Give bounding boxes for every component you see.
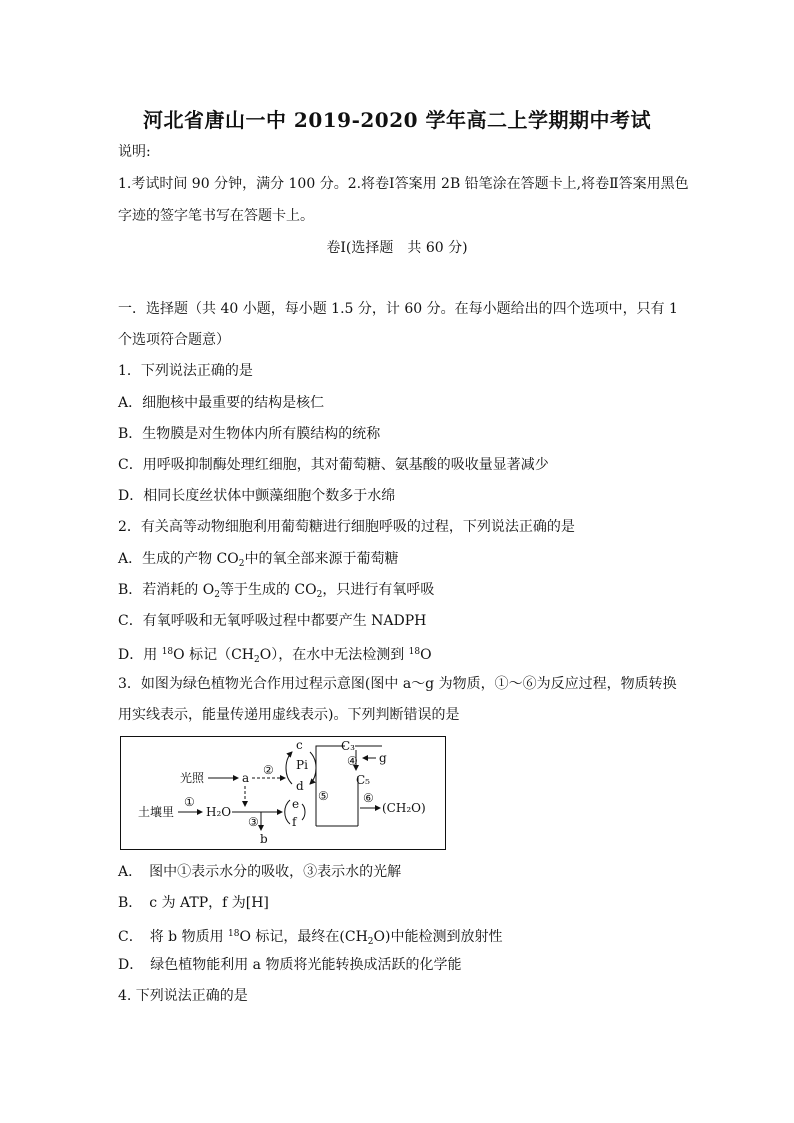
instructions-line-1: 1.考试时间 90 分钟，满分 100 分。2.将卷Ⅰ答案用 2B 铅笔涂在答题卡上,将卷Ⅱ答案用黑色 xyxy=(118,176,689,192)
label-3: ③ xyxy=(248,815,259,829)
question-1-stem: 1．下列说法正确的是 xyxy=(118,363,253,379)
question-3-option-d: D． 绿色植物能利用 a 物质将光能转换成活跃的化学能 xyxy=(118,957,462,973)
label-b: b xyxy=(260,832,268,846)
label-pi: Pi xyxy=(296,758,308,772)
question-4-stem: 4. 下列说法正确的是 xyxy=(118,988,248,1004)
label-d: d xyxy=(296,779,304,793)
part-one-line-1: 一．选择题（共 40 小题，每小题 1.5 分，计 60 分。在每小题给出的四个选项中，只有 1 xyxy=(118,301,678,317)
question-2-option-d: D．用 $^{18}$O 标记$(CH_2O)$，在水中无法检测到 $^{18}$O xyxy=(118,647,432,665)
question-1-option-a: A．细胞核中最重要的结构是核仁 xyxy=(118,395,325,411)
label-1: ① xyxy=(184,795,195,809)
label-c5: C₅ xyxy=(356,773,370,787)
label-g: g xyxy=(379,751,387,765)
question-2-stem: 2．有关高等动物细胞利用葡萄糖进行细胞呼吸的过程，下列说法正确的是 xyxy=(118,519,575,535)
label-c: c xyxy=(296,738,303,752)
page-title: 河北省唐山一中 2019-2020 学年高二上学期期中考试 xyxy=(142,108,652,132)
diagram-frame xyxy=(121,737,446,850)
question-3-stem-line-1: 3．如图为绿色植物光合作用过程示意图(图中 a～g 为物质，①～⑥为反应过程，物质转换 xyxy=(118,676,677,692)
label-c3: C₃ xyxy=(341,739,355,753)
instructions-heading: 说明: xyxy=(118,144,151,160)
instructions-line-2: 字迹的签字笔书写在答题卡上。 xyxy=(118,208,314,224)
label-water: H₂O xyxy=(206,805,232,819)
photosynthesis-diagram xyxy=(120,736,446,850)
label-6: ⑥ xyxy=(363,791,374,805)
label-f: f xyxy=(292,815,297,829)
question-2-option-a: A．生成的产物 $CO_2$中的氧全部来源于葡萄糖 xyxy=(118,551,399,569)
label-5: ⑤ xyxy=(318,789,329,803)
question-2-option-b: B．若消耗的 $O_2$等于生成的 $CO_2$，只进行有氧呼吸 xyxy=(118,582,435,600)
question-3-option-a: A． 图中①表示水分的吸收，③表示水的光解 xyxy=(118,864,402,880)
question-1-option-c: C．用呼吸抑制酶处理红细胞，其对葡萄糖、氨基酸的吸收量显著减少 xyxy=(118,457,549,473)
label-light: 光照 xyxy=(180,771,205,785)
question-3-option-c: C． 将 b 物质用 $^{18}$O 标记，最终在$(CH_2O)$中能检测到放射性 xyxy=(118,929,503,947)
label-4: ④ xyxy=(347,754,358,768)
label-e: e xyxy=(292,797,300,811)
label-2: ② xyxy=(263,763,274,777)
question-1-option-d: D．相同长度丝状体中颤藻细胞个数多于水绵 xyxy=(118,488,396,504)
part-one-line-2: 个选项符合题意） xyxy=(118,332,230,348)
question-3-option-b: B． c 为 ATP，f 为[H] xyxy=(118,895,269,911)
question-1-option-b: B．生物膜是对生物体内所有膜结构的统称 xyxy=(118,426,381,442)
label-soil: 土壤里 xyxy=(138,805,175,819)
question-2-option-c: C．有氧呼吸和无氧呼吸过程中都要产生 NADPH xyxy=(118,613,427,629)
question-3-stem-line-2: 用实线表示，能量传递用虚线表示)。下列判断错误的是 xyxy=(118,707,460,723)
label-a: a xyxy=(242,771,250,785)
label-ch2o: (CH₂O) xyxy=(382,801,426,815)
section-heading: 卷Ⅰ(选择题 共 60 分) xyxy=(326,240,468,256)
